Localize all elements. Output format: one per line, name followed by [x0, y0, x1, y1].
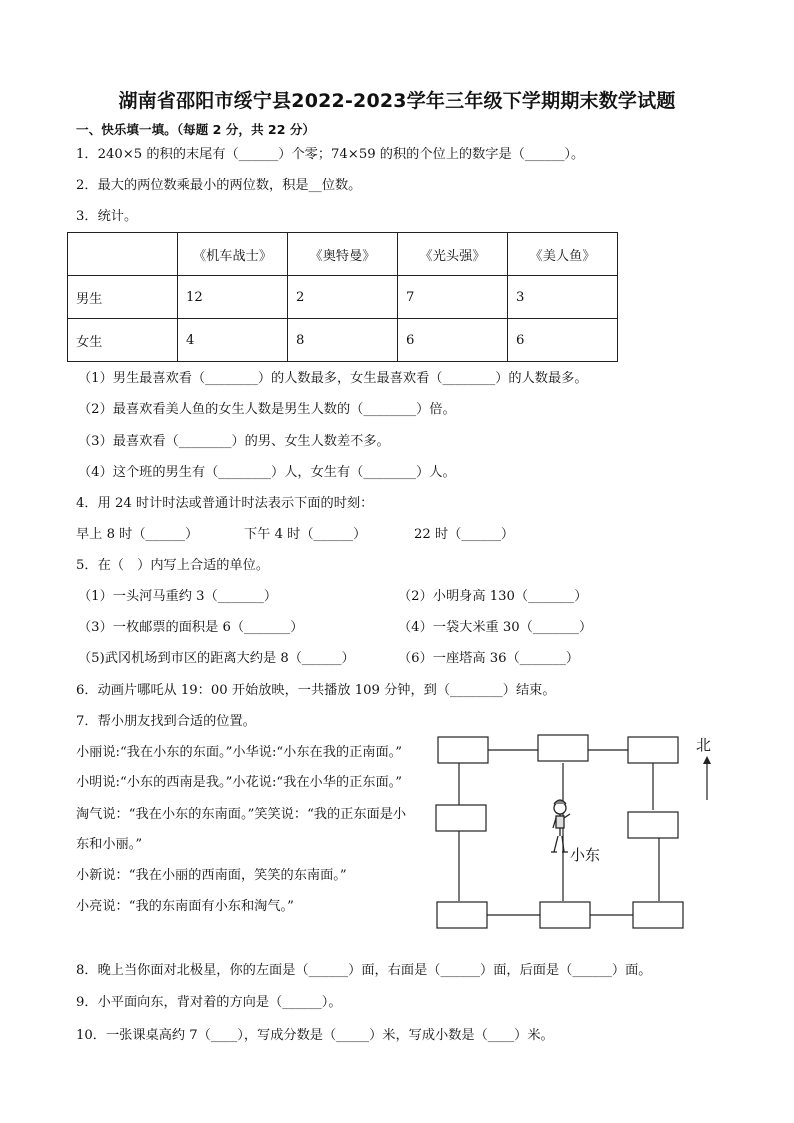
statistics-table — [67, 232, 618, 362]
question-7-line-3: 淘气说：“我在小东的东南面。”笑笑说：“我的正东面是小 — [76, 807, 407, 822]
position-box — [436, 805, 486, 831]
question-3-2: （2）最喜欢看美人鱼的女生人数是男生人数的（________）倍。 — [78, 402, 456, 417]
question-5-5: （5)武冈机场到市区的距离大约是 8（______） — [78, 651, 355, 666]
table-cell — [68, 233, 178, 276]
question-7-line-2: 小明说:“小东的西南是我。”小花说:“我在小华的正东面。” — [76, 775, 402, 790]
position-map — [430, 728, 730, 938]
question-5: 5．在（ ）内写上合适的单位。 — [76, 558, 270, 573]
position-box — [628, 737, 678, 763]
north-arrow-icon — [703, 756, 711, 800]
table-cell: 6 — [508, 319, 618, 362]
question-3: 3．统计。 — [76, 209, 138, 224]
position-box — [628, 812, 678, 838]
question-4-c: 22 时（______） — [414, 527, 515, 542]
question-7-line-6: 小亮说：“我的东南面有小东和淘气。” — [76, 899, 294, 914]
person-label: 小东 — [570, 846, 601, 864]
question-4-a: 早上 8 时（______） — [76, 527, 199, 542]
question-3-4: （4）这个班的男生有（________）人，女生有（________）人。 — [78, 465, 456, 480]
table-cell: 2 — [288, 276, 398, 319]
table-cell: 7 — [398, 276, 508, 319]
question-7-line-1: 小丽说:“我在小东的东面。”小华说:“小东在我的正南面。” — [76, 745, 402, 760]
question-6: 6．动画片哪吒从 19：00 开始放映，一共播放 109 分钟，到（________）结束。 — [76, 683, 556, 698]
position-box — [540, 902, 590, 928]
question-5-3: （3）一枚邮票的面积是 6（_______） — [78, 620, 304, 635]
table-header: 《机车战士》 — [178, 233, 288, 276]
table-cell: 男生 — [68, 276, 178, 319]
table-cell: 3 — [508, 276, 618, 319]
question-2: 2．最大的两位数乘最小的两位数，积是__位数。 — [76, 178, 362, 193]
table-header-row — [68, 233, 618, 276]
question-4: 4．用 24 时计时法或普通计时法表示下面的时刻： — [76, 496, 374, 511]
question-5-4: （4）一袋大米重 30（_______） — [398, 620, 593, 635]
question-5-1: （1）一头河马重约 3（_______） — [78, 589, 278, 604]
table-cell: 12 — [178, 276, 288, 319]
table-cell: 女生 — [68, 319, 178, 362]
position-box — [538, 735, 588, 761]
question-9: 9．小平面向东，背对着的方向是（______）。 — [76, 995, 342, 1010]
table-header: 《美人鱼》 — [508, 233, 618, 276]
position-box — [438, 737, 488, 763]
question-7-line-5: 小新说：“我在小丽的西南面，笑笑的东南面。” — [76, 868, 347, 883]
question-7: 7．帮小朋友找到合适的位置。 — [76, 714, 256, 729]
question-5-6: （6）一座塔高 36（_______） — [398, 651, 580, 666]
position-box — [633, 902, 683, 928]
table-cell: 8 — [288, 319, 398, 362]
table-row — [68, 276, 618, 319]
question-7-line-4: 东和小丽。” — [76, 837, 143, 852]
position-box — [437, 902, 487, 928]
question-5-2: （2）小明身高 130（_______） — [398, 589, 588, 604]
table-cell: 6 — [398, 319, 508, 362]
table-header: 《奥特曼》 — [288, 233, 398, 276]
question-8: 8．晚上当你面对北极星，你的左面是（______）面，右面是（______）面，后面是（______）面。 — [76, 963, 652, 978]
page-title: 湖南省邵阳市绥宁县2022-2023学年三年级下学期期末数学试题 — [118, 90, 676, 112]
north-label: 北 — [696, 736, 712, 754]
question-4-b: 下午 4 时（______） — [244, 527, 367, 542]
table-row — [68, 319, 618, 362]
question-10: 10．一张课桌高约 7（____），写成分数是（_____）米，写成小数是（____）米。 — [76, 1028, 554, 1043]
person-icon — [551, 800, 570, 852]
section-heading: 一、快乐填一填。（每题 2 分，共 22 分） — [76, 122, 316, 137]
question-3-1: （1）男生最喜欢看（________）的人数最多，女生最喜欢看（________）的人数最多。 — [78, 371, 588, 386]
table-header: 《光头强》 — [398, 233, 508, 276]
question-3-3: （3）最喜欢看（________）的男、女生人数差不多。 — [78, 434, 390, 449]
question-1: 1．240×5 的积的末尾有（______）个零；74×59 的积的个位上的数字是（______）。 — [76, 147, 585, 162]
table-cell: 4 — [178, 319, 288, 362]
